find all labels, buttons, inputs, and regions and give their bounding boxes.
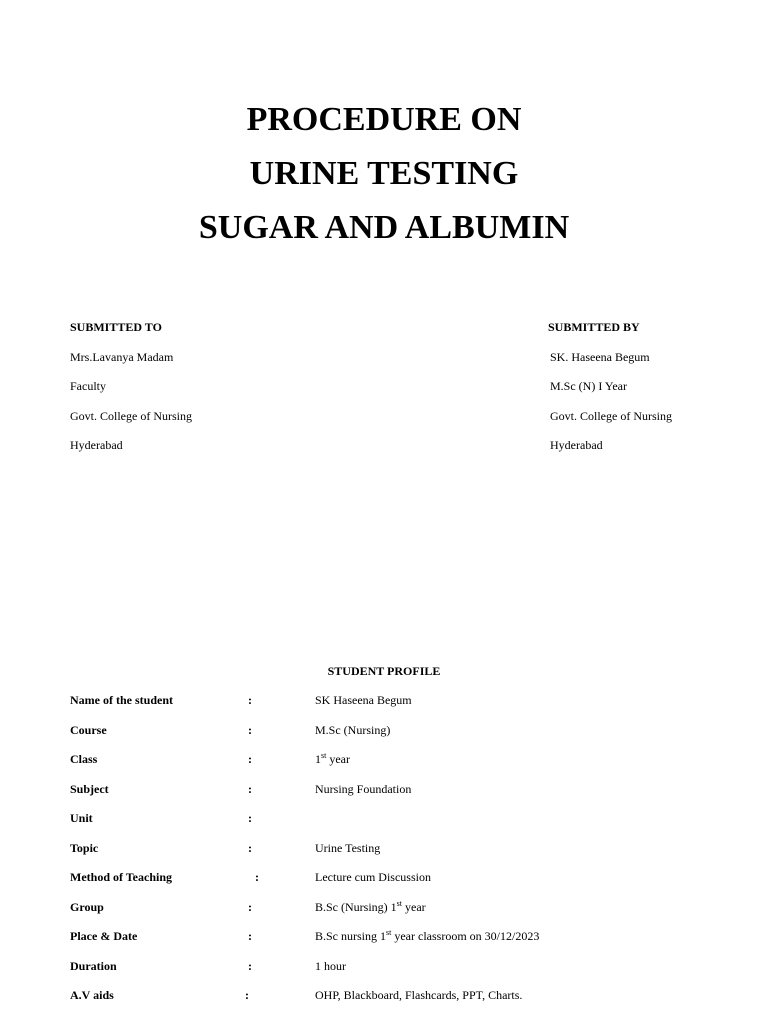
- submitted-to-city: Hyderabad: [70, 438, 123, 453]
- profile-value-text: year: [326, 752, 350, 766]
- profile-row-unit: [70, 811, 710, 841]
- profile-row-group: [70, 900, 710, 930]
- submitted-by-city: Hyderabad: [550, 438, 603, 453]
- student-profile-heading: STUDENT PROFILE: [327, 664, 441, 678]
- profile-row-class: [70, 752, 710, 782]
- submitted-to-block: [70, 320, 192, 468]
- profile-row-method: [70, 870, 710, 900]
- profile-colon: :: [248, 781, 252, 796]
- profile-colon: :: [248, 693, 252, 707]
- profile-label: Duration: [70, 958, 117, 973]
- submitted-to-name: Mrs.Lavanya Madam: [70, 350, 174, 364]
- profile-colon: :: [248, 722, 252, 737]
- student-profile-table: [70, 693, 710, 1018]
- submitted-to-heading: SUBMITTED TO: [70, 320, 162, 334]
- profile-row-av-aids: [70, 988, 710, 1018]
- submitted-by-heading: SUBMITTED BY: [548, 320, 640, 334]
- profile-label: Subject: [70, 781, 109, 796]
- profile-value: OHP, Blackboard, Flashcards, PPT, Charts.: [315, 988, 523, 1002]
- profile-colon: :: [248, 899, 252, 914]
- submitted-to-institution: Govt. College of Nursing: [70, 408, 192, 423]
- profile-row-place-date: [70, 929, 710, 959]
- profile-colon: :: [248, 752, 252, 766]
- profile-label: Unit: [70, 811, 93, 825]
- ordinal-suffix: st: [386, 928, 392, 937]
- submitted-by-name: SK. Haseena Begum: [550, 350, 650, 364]
- profile-value: Urine Testing: [315, 840, 381, 855]
- profile-label: Name of the student: [70, 693, 173, 707]
- ordinal-suffix: st: [396, 898, 403, 908]
- profile-value: Nursing Foundation: [315, 781, 412, 796]
- profile-value: M.Sc (Nursing): [315, 722, 391, 737]
- profile-colon: :: [248, 840, 252, 855]
- profile-value: [315, 929, 539, 944]
- ordinal-suffix: st: [321, 751, 327, 760]
- profile-value-text: B.Sc nursing 1: [315, 929, 387, 943]
- profile-colon: :: [245, 988, 249, 1002]
- profile-label: Group: [70, 899, 104, 914]
- profile-value: Lecture cum Discussion: [315, 870, 431, 884]
- profile-value-text: year: [402, 899, 426, 914]
- profile-value: 1 hour: [315, 958, 346, 973]
- submitted-by-course: M.Sc (N) I Year: [550, 379, 627, 394]
- profile-label: Method of Teaching: [70, 870, 173, 884]
- profile-row-name: [70, 693, 710, 723]
- profile-value-text: 1: [315, 752, 321, 766]
- profile-colon: :: [248, 811, 252, 825]
- profile-row-course: [70, 723, 710, 753]
- submitted-by-block: [548, 320, 672, 468]
- profile-label: Place & Date: [70, 929, 138, 943]
- profile-colon: :: [248, 958, 252, 973]
- profile-label: A.V aids: [70, 988, 114, 1002]
- profile-colon: :: [255, 870, 259, 884]
- document-title-line-1: PROCEDURE ON: [246, 101, 522, 138]
- profile-value-text: year classroom on 30/12/2023: [391, 929, 540, 943]
- profile-colon: :: [248, 929, 252, 943]
- profile-label: Class: [70, 752, 98, 766]
- profile-value: [315, 752, 350, 767]
- profile-row-topic: [70, 841, 710, 871]
- profile-label: Course: [70, 722, 107, 737]
- document-title-line-3: SUGAR AND ALBUMIN: [198, 209, 570, 246]
- profile-label: Topic: [70, 840, 99, 855]
- profile-value: [315, 900, 426, 915]
- submitted-to-designation: Faculty: [70, 379, 106, 394]
- profile-value: SK Haseena Begum: [315, 693, 412, 707]
- profile-row-subject: [70, 782, 710, 812]
- profile-row-duration: [70, 959, 710, 989]
- submitted-by-institution: Govt. College of Nursing: [550, 408, 672, 423]
- profile-value-text: B.Sc (Nursing) 1: [315, 899, 397, 914]
- document-title-line-2: URINE TESTING: [249, 155, 519, 192]
